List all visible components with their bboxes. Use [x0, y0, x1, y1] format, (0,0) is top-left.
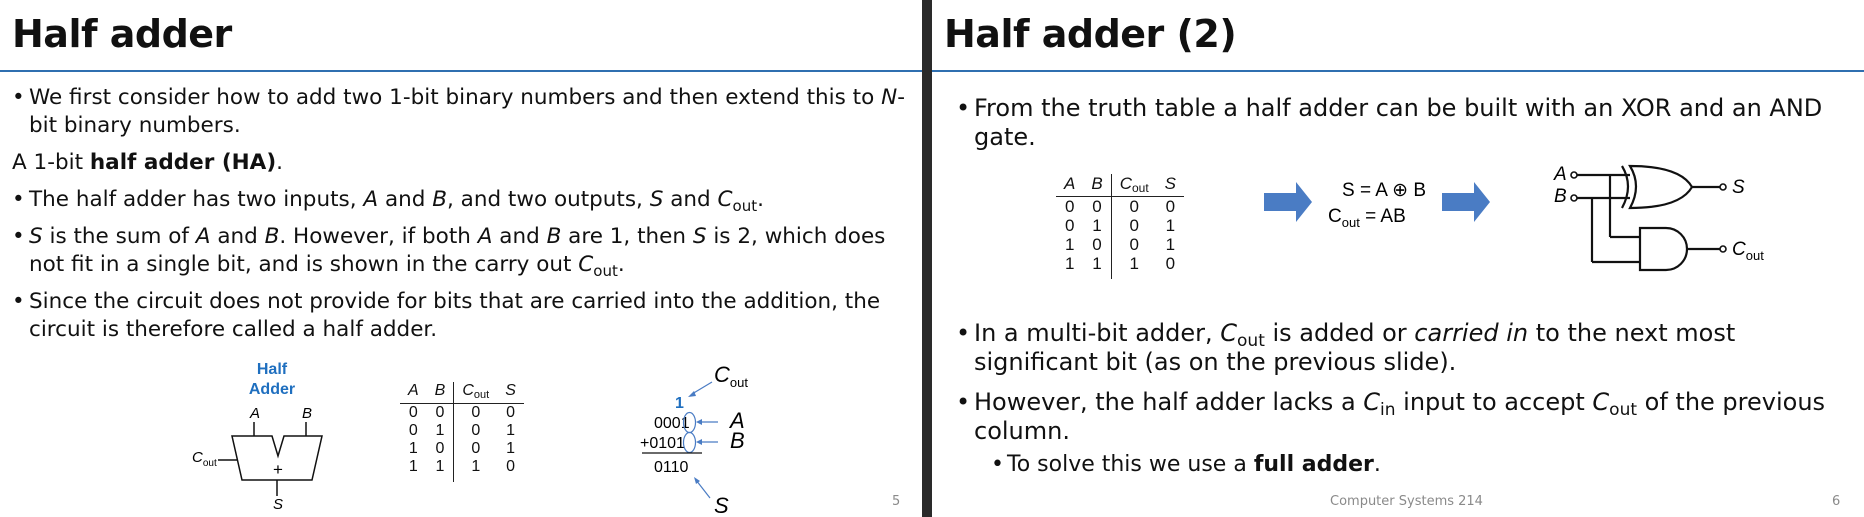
and-gate	[1640, 228, 1687, 270]
header-cout: $C_{out}$	[454, 382, 497, 404]
right-arrow-1	[1264, 182, 1312, 222]
table-row: 0 0 0 0	[408, 404, 515, 421]
example-label-cout: $C_{out}$	[714, 362, 748, 390]
half-adder-definition: A 1-bit half adder (HA).	[12, 150, 283, 175]
truth-table-left	[400, 382, 524, 482]
half-adder-circuit	[1552, 158, 1792, 278]
slide-body-top	[956, 94, 1846, 161]
truth-table-right	[1056, 174, 1184, 279]
symbol-title-line1: Half	[256, 361, 288, 378]
bullet-half-adder-name: • Since the circuit does not provide for bits that are carried into the addition, the circuit is therefore called a half adder.	[12, 288, 912, 344]
arrow-s	[696, 480, 710, 498]
slide-left	[0, 0, 922, 517]
circuit-input-b: B	[1554, 186, 1567, 207]
bullet-lacks-cin: • However, the half adder lacks a $C_{in}$ input to accept $C_{out}$ of the previous column.	[956, 388, 1846, 446]
table-row: 1 1 1 0	[400, 458, 524, 482]
table-row: 1 0 0 1	[408, 440, 515, 457]
bullet-sum-carry: • S is the sum of A and B. However, if both A and B are 1, then S is 2, which does not fit in a single bit, and is shown in the carry out $C_{out}$.	[12, 223, 912, 279]
right-arrow-2	[1442, 182, 1490, 222]
symbol-input-b: B	[302, 405, 313, 422]
bullet-multibit: • In a multi-bit adder, $C_{out}$ is added or carried in to the next most significant bit (as on the previous slide).	[956, 319, 1846, 377]
example-row2: +0101	[640, 435, 685, 452]
xor-gate	[1630, 166, 1692, 208]
example-row1: 0001	[654, 415, 690, 432]
header-s: S	[1157, 174, 1184, 197]
bullet-inputs-outputs: • The half adder has two inputs, A and B, and two outputs, S and $C_{out}$.	[12, 186, 912, 214]
truth-table-header	[400, 382, 524, 404]
equation-carry: $C_{out}$ = AB	[1328, 206, 1406, 230]
slide-body	[12, 84, 912, 353]
title-rule	[932, 70, 1864, 72]
symbol-cout: $C_{out}$	[192, 449, 217, 469]
slide-title: Half adder (2)	[944, 12, 1237, 56]
slide-divider	[922, 0, 932, 517]
example-result: 0110	[654, 459, 689, 476]
table-row: 1 1 1 0	[1056, 254, 1184, 279]
header-a: A	[1056, 174, 1083, 197]
header-b: B	[1083, 174, 1111, 197]
table-row: 0 1 0 1	[408, 422, 515, 439]
table-row: 0 0 0 0	[1064, 197, 1176, 216]
truth-table-header	[1056, 174, 1184, 197]
page-number: 6	[1832, 494, 1841, 509]
example-label-b: B	[730, 428, 745, 453]
symbol-plus: +	[273, 460, 283, 479]
footer: Computer Systems 214	[1330, 494, 1483, 509]
equation-sum: S = A ⊕ B	[1342, 180, 1427, 201]
table-row: 0 1 0 1	[1064, 216, 1176, 235]
symbol-sum: S	[273, 496, 284, 513]
example-carry: 1	[675, 395, 684, 412]
circle-bit-b	[684, 433, 696, 453]
sub-bullet-full-adder: • To solve this we use a full adder.	[956, 450, 1846, 479]
arrow-cout	[692, 382, 712, 394]
table-row: 1 0 0 1	[1064, 235, 1176, 254]
example-label-s: S	[714, 493, 729, 516]
symbol-input-a: A	[250, 405, 261, 422]
bullet-gates: • From the truth table a half adder can be built with an XOR and an AND gate.	[956, 94, 1846, 152]
header-cout: $C_{out}$	[1111, 174, 1156, 197]
half-adder-symbol	[180, 356, 340, 516]
circuit-input-a: A	[1554, 164, 1567, 185]
symbol-title-line2: Adder	[248, 381, 296, 398]
slide-right	[932, 0, 1864, 517]
bullet-intro: • We first consider how to add two 1-bit binary numbers and then extend this to N-bit binary numbers.	[12, 84, 912, 140]
xor-extra-arc	[1622, 166, 1628, 208]
header-s: S	[497, 382, 524, 404]
title-rule	[0, 70, 922, 72]
header-a: A	[400, 382, 427, 404]
circuit-output-cout: $C_{out}$	[1732, 239, 1764, 263]
page-number: 5	[892, 494, 901, 509]
slide-body-bottom	[956, 319, 1846, 479]
slide-title: Half adder	[12, 12, 232, 56]
example-label-a: A	[730, 408, 745, 433]
header-b: B	[427, 382, 454, 404]
circuit-output-s: S	[1732, 177, 1745, 198]
binary-addition-example	[630, 356, 780, 516]
